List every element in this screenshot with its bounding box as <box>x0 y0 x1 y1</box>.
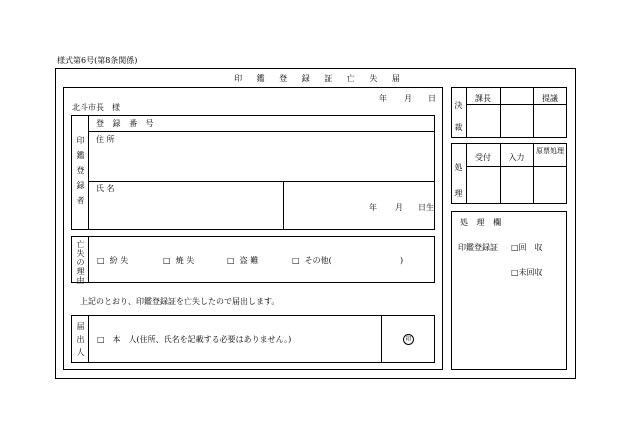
card-not-returned[interactable]: □未回収 <box>511 268 543 277</box>
seal-mark: 印 <box>403 334 414 345</box>
processing-label <box>454 155 463 207</box>
notifier-label <box>76 320 85 359</box>
notifier-label-text: 届出人 <box>76 322 85 357</box>
registrant-box <box>71 115 435 230</box>
reason-label-text: 亡失の理由 <box>76 240 85 285</box>
reg-number-line <box>88 131 435 132</box>
approval-label <box>454 95 463 139</box>
reason-burned-text: 焼 失 <box>175 256 195 265</box>
form-number: 様式第6号(第8条関係) <box>57 56 138 65</box>
approval-header-line <box>466 104 567 105</box>
name-label: 氏 名 <box>96 184 115 193</box>
checkbox-other[interactable]: □ <box>292 256 300 265</box>
seal-divider <box>381 315 382 363</box>
processing-original-text: 原票処理 <box>536 147 564 155</box>
notifier-self-option[interactable]: □ 本 人(住所、氏名を記載する必要はありません。) <box>97 335 292 344</box>
registrant-label-text: 印鑑登録者 <box>76 136 85 205</box>
checkbox-burned[interactable]: □ <box>163 256 171 265</box>
date-year: 年 <box>379 94 387 103</box>
approval-chief: 課長 <box>475 94 491 103</box>
addressee: 北斗市長 様 <box>72 103 120 112</box>
processing-column-box <box>451 211 567 370</box>
checkbox-stolen[interactable]: □ <box>227 256 235 265</box>
address-line <box>88 181 435 182</box>
reason-divider <box>88 236 89 283</box>
name-divider <box>283 181 284 230</box>
reason-stolen[interactable] <box>227 256 258 265</box>
reason-other-close: ) <box>400 256 404 265</box>
registrant-divider <box>88 115 89 230</box>
registrant-label <box>76 133 85 208</box>
checkbox-lost[interactable]: □ <box>97 256 105 265</box>
approval-label-text: 決裁 <box>454 101 463 132</box>
reason-lost-text: 紛 失 <box>109 256 129 265</box>
reg-number-label: 登 録 番 号 <box>96 119 157 128</box>
birth-month: 月 <box>395 203 403 212</box>
processing-original <box>536 147 564 155</box>
reason-other-text: その他( <box>304 256 332 265</box>
card-returned[interactable]: □回 収 <box>511 243 543 252</box>
processing-column-title: 処 理 欄 <box>460 218 505 227</box>
card-label: 印鑑登録証 <box>458 243 498 252</box>
processing-header-line <box>466 166 567 167</box>
approval-col2 <box>500 87 501 138</box>
birth-year: 年 <box>369 203 377 212</box>
processing-col3 <box>533 143 534 204</box>
reason-burned[interactable] <box>163 256 194 265</box>
processing-input: 入力 <box>508 153 525 162</box>
reason-label <box>76 240 85 285</box>
reason-lost[interactable] <box>97 256 128 265</box>
notifier-divider <box>88 315 89 363</box>
processing-label-text: 処理 <box>454 163 463 198</box>
birth-day: 日生 <box>418 203 434 212</box>
reason-other[interactable] <box>292 256 332 265</box>
processing-received: 受付 <box>475 153 491 162</box>
date-month: 月 <box>404 94 412 103</box>
statement: 上記のとおり、印鑑登録証を亡失したので届出します。 <box>80 297 280 306</box>
form-title: 印 鑑 登 録 証 亡 失 届 <box>234 74 406 83</box>
reason-stolen-text: 盗 難 <box>239 256 259 265</box>
address-label: 住 所 <box>96 135 115 144</box>
approval-proposal: 提議 <box>542 94 558 103</box>
date-day: 日 <box>428 94 436 103</box>
